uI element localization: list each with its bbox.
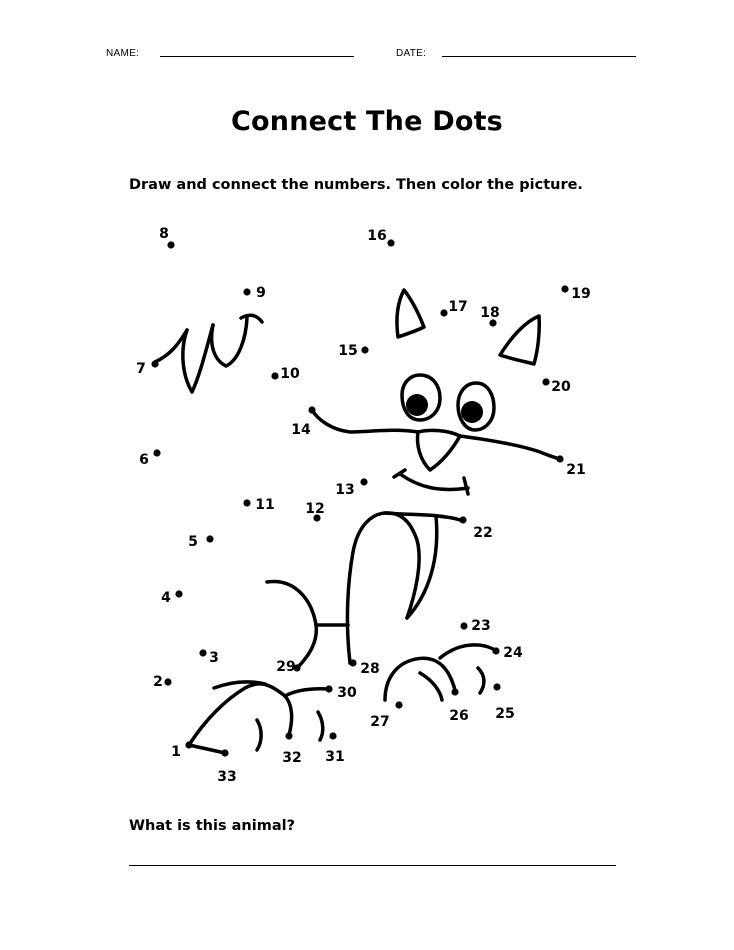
- dot-5[interactable]: [206, 535, 213, 542]
- dot-label-9: 9: [256, 285, 266, 301]
- dot-label-28: 28: [360, 661, 380, 677]
- right-ear: [500, 316, 539, 364]
- dot-28[interactable]: [349, 659, 356, 666]
- dot-label-15: 15: [338, 343, 358, 359]
- dot-25[interactable]: [493, 683, 500, 690]
- left-ear: [397, 290, 424, 337]
- dot-17[interactable]: [440, 309, 447, 316]
- tail-tuft-stroke: [212, 318, 247, 366]
- dot-20[interactable]: [542, 378, 549, 385]
- dot-33[interactable]: [221, 749, 228, 756]
- dot-8[interactable]: [167, 241, 174, 248]
- dot-10[interactable]: [271, 372, 278, 379]
- front-paw-line: [440, 645, 496, 658]
- dot-label-13: 13: [335, 482, 355, 498]
- dot-label-10: 10: [280, 366, 300, 382]
- dot-23[interactable]: [460, 622, 467, 629]
- dot-15[interactable]: [361, 346, 368, 353]
- hip-curve: [267, 582, 316, 668]
- dot-26[interactable]: [451, 688, 458, 695]
- dot-19[interactable]: [561, 285, 568, 292]
- dot-30[interactable]: [325, 685, 332, 692]
- page-title: Connect The Dots: [231, 106, 503, 137]
- front-paw-outline: [385, 658, 455, 700]
- back-paw-toe: [257, 720, 261, 750]
- dot-label-32: 32: [282, 750, 302, 766]
- dot-7[interactable]: [151, 360, 158, 367]
- dot-31[interactable]: [329, 732, 336, 739]
- dot-27[interactable]: [395, 701, 402, 708]
- dot-6[interactable]: [153, 449, 160, 456]
- right-pupil: [461, 401, 483, 423]
- body-outline: [347, 513, 419, 663]
- dot-label-7: 7: [136, 361, 146, 377]
- dot-11[interactable]: [243, 499, 250, 506]
- question-text: What is this animal?: [129, 818, 295, 834]
- dot-label-23: 23: [471, 618, 491, 634]
- tail-tuft-stroke: [241, 315, 262, 322]
- dot-label-4: 4: [161, 590, 171, 606]
- dot-label-24: 24: [503, 645, 523, 661]
- name-label: NAME:: [106, 48, 140, 59]
- tail-tuft-stroke: [183, 325, 213, 392]
- dot-13[interactable]: [360, 478, 367, 485]
- numbered-dots: [136, 226, 591, 785]
- right-cheek-line: [460, 436, 560, 459]
- dot-label-25: 25: [495, 706, 515, 722]
- dot-label-11: 11: [255, 497, 275, 513]
- back-paw-top: [285, 689, 329, 696]
- dot-label-21: 21: [566, 462, 586, 478]
- paw-toe: [420, 673, 442, 700]
- dot-label-20: 20: [551, 379, 571, 395]
- dot-label-17: 17: [448, 299, 468, 315]
- dot-1[interactable]: [185, 741, 192, 748]
- dot-21[interactable]: [556, 455, 563, 462]
- back-paw-toe: [318, 712, 323, 740]
- dot-4[interactable]: [175, 590, 182, 597]
- back-paw-bottom: [189, 745, 225, 753]
- dot-label-19: 19: [571, 286, 591, 302]
- dot-label-2: 2: [153, 674, 163, 690]
- dot-label-12: 12: [305, 501, 325, 517]
- left-cheek-line: [312, 410, 418, 432]
- chest-line: [407, 516, 463, 618]
- back-leg-line: [189, 684, 292, 745]
- dot-14[interactable]: [308, 406, 315, 413]
- left-pupil: [406, 394, 428, 416]
- dot-label-33: 33: [217, 769, 237, 785]
- dot-22[interactable]: [459, 516, 466, 523]
- paw-toe: [478, 668, 484, 693]
- dot-24[interactable]: [492, 647, 499, 654]
- dot-label-3: 3: [209, 650, 219, 666]
- mouth-line: [400, 474, 468, 489]
- dot-label-6: 6: [139, 452, 149, 468]
- dot-label-1: 1: [171, 744, 181, 760]
- date-label: DATE:: [396, 48, 427, 59]
- nose: [418, 430, 461, 470]
- dot-2[interactable]: [164, 678, 171, 685]
- dot-label-5: 5: [188, 534, 198, 550]
- dot-label-8: 8: [159, 226, 169, 242]
- mouth-right-tick: [464, 478, 468, 494]
- dot-label-26: 26: [449, 708, 469, 724]
- dot-label-30: 30: [337, 685, 357, 701]
- dot-label-29: 29: [276, 659, 296, 675]
- answer-line[interactable]: [129, 865, 616, 866]
- instructions-text: Draw and connect the numbers. Then color the picture.: [129, 177, 583, 193]
- dot-label-31: 31: [325, 749, 345, 765]
- dot-32[interactable]: [285, 732, 292, 739]
- neck-line: [385, 513, 445, 517]
- dot-label-14: 14: [291, 422, 311, 438]
- dot-9[interactable]: [243, 288, 250, 295]
- dot-3[interactable]: [199, 649, 206, 656]
- dot-label-27: 27: [370, 714, 390, 730]
- dot-label-16: 16: [367, 228, 387, 244]
- dot-label-22: 22: [473, 525, 493, 541]
- partial-drawing: [155, 290, 560, 753]
- dot-16[interactable]: [387, 239, 394, 246]
- dot-label-18: 18: [480, 305, 500, 321]
